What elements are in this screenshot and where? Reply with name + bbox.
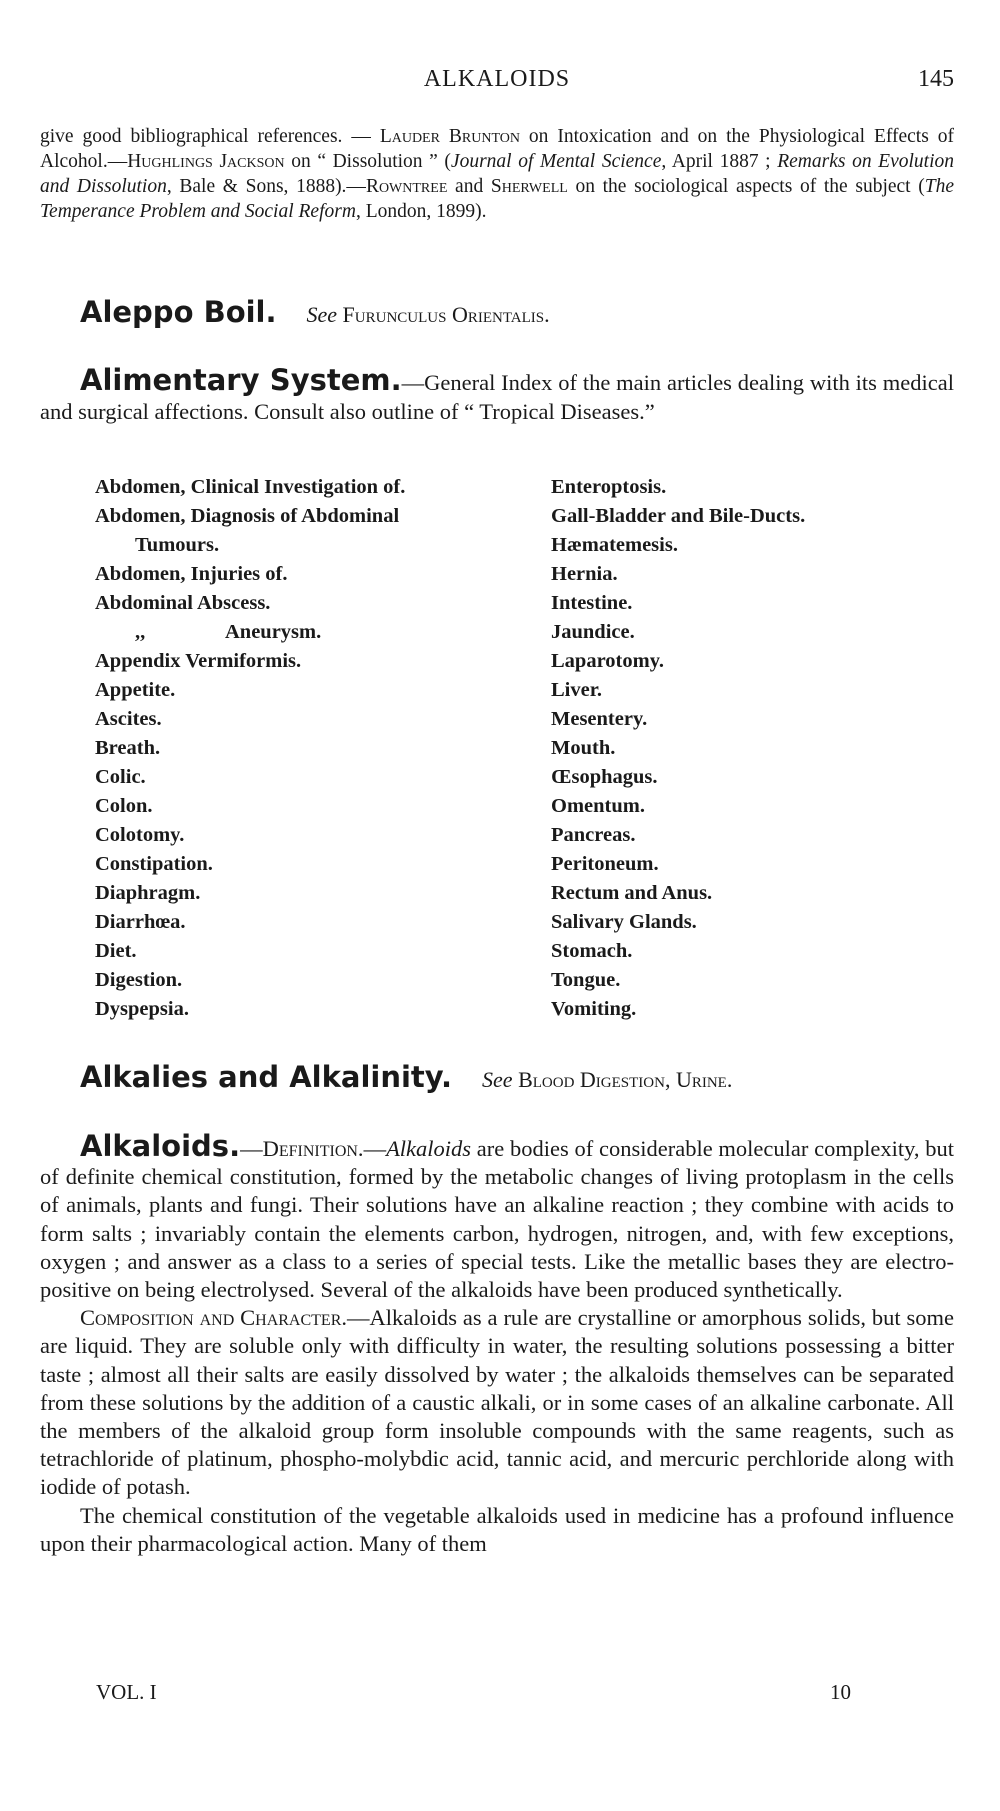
entry-text: —General Index of the main articles dealing with its medical and surgical affections. Consult also outline of “ Tropical Diseases.” [40,370,954,424]
ref-text: , Bale & Sons, 1888).— [166,176,366,197]
work-title: The Temperance Problem and Social Reform [40,176,954,222]
index-item: Tumours. [135,534,220,556]
see-label: See [306,302,338,327]
volume-label: VOL. I [96,1680,157,1704]
work-title: Journal of Mental Science [450,151,662,172]
index-column-left [95,473,405,1024]
index-item: Salivary Glands. [551,911,697,933]
index-item: Diaphragm. [95,882,201,904]
index-item: Appendix Vermiformis. [95,650,302,672]
entry-headword: Alimentary System. [80,363,402,397]
index-item: Colotomy. [95,824,185,846]
entry-aleppo-boil [80,295,954,329]
definition-text: are bodies of considerable molecular complexity, but of definite chemical constitution, formed by the metabolic changes of living protoplasm in the cells of animals, plants and fungi. Their solutions have an alkaline reaction ; they combine with acids to form salts ; invariably contain the elements carbon, hydrogen, nitrogen, and, with few exceptions, oxygen ; and answer as a class to a series of special tests. Like the metallic bases they are electro-positive on being electrolysed. Several of the alkaloids have been produced synthetically. [40,1136,954,1303]
index-item: Liver. [551,679,603,701]
index-item: Appetite. [95,679,176,701]
ditto-mark: ,, [135,621,146,643]
author-name: Rowntree [365,176,448,197]
index-item: Mesentery. [551,708,648,730]
references-paragraph [40,124,954,224]
running-title: ALKALOIDS [423,66,571,92]
ref-text: give good bibliographical references. — [40,126,380,147]
index-item: Hæmatemesis. [551,534,678,556]
index-item: Colic. [95,766,146,788]
author-name: Lauder Brunton [379,126,520,147]
composition-text: —Alkaloids as a rule are crystalline or amorphous solids, but some are liquid. They are soluble only with difficulty in water, the resulting solutions possessing a bitter taste ; almost all their salts are easily dissolved by water ; the alkaloids themselves can be separated from these solutions by the addition of a caustic alkali, or in some cases of an alkaline carbonate. All the members of the alkaloid group form insoluble compounds with the same reagents, such as tetrachloride of platinum, phospho-molybdic acid, tannic acid, and mercuric perchloride along with iodide of potash. [40,1305,955,1500]
ref-text: and [447,176,491,197]
running-head [40,66,954,100]
index-item: Abdomen, Injuries of. [95,563,288,585]
cross-reference [307,302,550,327]
section-label: Composition and Character. [80,1305,348,1331]
index-item-label: Aneurysm. [225,621,322,643]
index-item: Abdomen, Clinical Investigation of. [95,476,406,498]
page-footer [40,1680,954,1710]
index-item: Diet. [95,940,137,962]
ref-text: on “ Dissolution ” ( [284,151,451,172]
index-item: Digestion. [95,969,183,991]
index-item: Gall-Bladder and Bile-Ducts. [551,505,806,527]
dash: — [240,1136,263,1161]
ref-text: , London, 1899). [355,201,487,222]
entry-headword: Aleppo Boil. [80,295,277,329]
cross-reference-target: Blood Digestion, Urine. [518,1067,733,1092]
index-item: Abdomen, Diagnosis of Abdominal [95,505,400,527]
index-item: Jaundice. [551,621,635,643]
ref-text: on Intoxication and on the Physiological Effects of Alcohol.— [40,126,955,172]
ref-text: , April 1887 ; [661,151,778,172]
ref-text: on the sociological aspects of the subject ( [567,176,925,197]
signature-mark: 10 [830,1680,851,1704]
index-item: Stomach. [551,940,633,962]
index-item: Hernia. [551,563,618,585]
cross-reference-target: Furunculus Orientalis. [342,302,550,327]
entry-headword: Alkalies and Alkalinity. [80,1060,453,1094]
index-item: Laparotomy. [551,650,664,672]
index-item: Enteroptosis. [551,476,667,498]
index-item: Tongue. [551,969,621,991]
entry-headword: Alkaloids. [80,1129,241,1163]
index-item: Omentum. [551,795,645,817]
index-item: Abdominal Abscess. [95,592,271,614]
index-item: Mouth. [551,737,616,759]
section-label: Definition. [262,1136,364,1161]
index-item: Rectum and Anus. [551,882,713,904]
index-item: Ascites. [95,708,162,730]
see-label: See [482,1067,513,1092]
entry-alkaloids [40,1129,955,1558]
entry-alkalies [80,1060,954,1094]
work-title: Remarks on Evolution and Dissolution [40,151,954,197]
index-item: Breath. [95,737,161,759]
index-item: Constipation. [95,853,213,875]
index-column-right [551,473,805,1024]
dash: — [363,1136,387,1161]
defined-term: Alkaloids [386,1136,472,1161]
index-item: Intestine. [551,592,633,614]
page-number: 145 [918,66,954,92]
page [40,0,954,1811]
index-item [95,618,405,647]
author-name: Sherwell [490,176,568,197]
index-item: Œsophagus. [551,766,658,788]
cross-reference [482,1067,732,1092]
index-item: Vomiting. [551,998,637,1020]
entry-alimentary-system [40,363,954,426]
author-name: Hughlings Jackson [127,151,285,172]
index-item: Diarrhœa. [95,911,186,933]
index-item: Peritoneum. [551,853,659,875]
index-item: Dyspepsia. [95,998,189,1020]
chemical-constitution-text: The chemical constitution of the vegetable alkaloids used in medicine has a profound influence upon their pharmacological action. Many of them [40,1502,954,1556]
index-item: Colon. [95,795,153,817]
index-item: Pancreas. [551,824,636,846]
